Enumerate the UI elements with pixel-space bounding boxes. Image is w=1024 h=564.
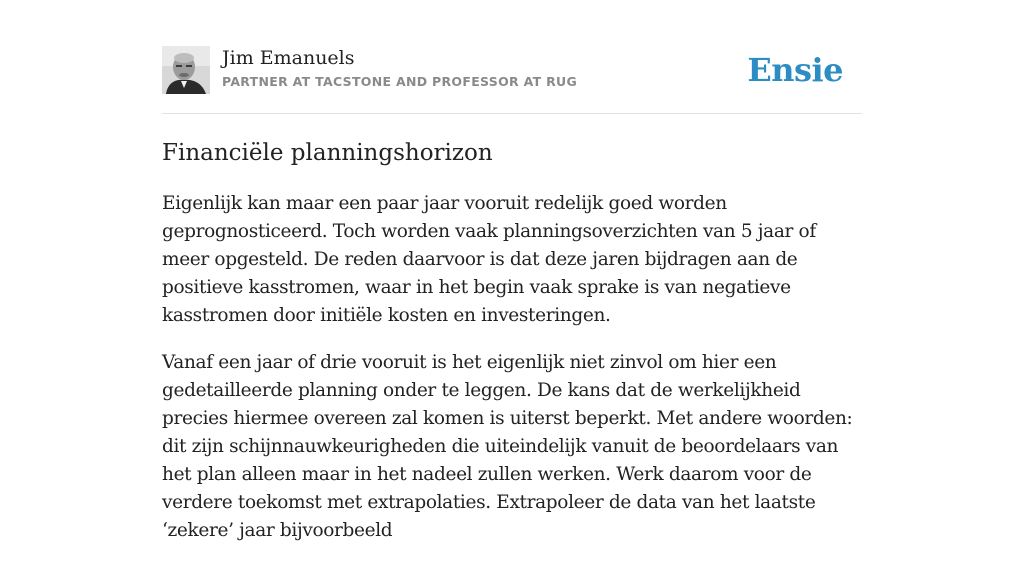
article-paragraph: Vanaf een jaar of drie vooruit is het eigenlijk niet zinvol om hier een gedetailleerde planning onder te leggen. De kans dat de werkelijkheid precies hiermee overeen zal komen is uiterst beperkt. Met andere woorden: dit zijn schijnnauwkeurigheden die uiteindelijk vanuit de beoordelaars van het plan alleen maar in het nadeel zullen werken. Werk daarom voor de verdere toekomst met extrapolaties. Extrapoleer de data van het laatste ‘zekere’ jaar bijvoorbeeld xyxy=(162,352,853,541)
author-avatar[interactable] xyxy=(162,46,210,94)
article-paragraph: Eigenlijk kan maar een paar jaar vooruit redelijk goed worden geprognosticeerd. Toch worden vaak planningsoverzichten van 5 jaar of meer opgesteld. De reden daarvoor is dat deze jaren bijdragen aan de positieve kasstromen, waar in het begin vaak sprake is van negatieve kasstromen door initiële kosten en investeringen. xyxy=(162,193,816,326)
article-title: Financiële planningshorizon xyxy=(162,140,493,166)
header-divider xyxy=(162,113,862,114)
author-name[interactable]: Jim Emanuels xyxy=(222,47,355,69)
author-header xyxy=(162,46,862,96)
brand-logo[interactable]: Ensie xyxy=(747,51,843,89)
article-body xyxy=(162,190,862,564)
author-role: PARTNER AT TACSTONE AND PROFESSOR AT RUG xyxy=(222,74,577,89)
author-portrait-icon xyxy=(162,46,210,94)
